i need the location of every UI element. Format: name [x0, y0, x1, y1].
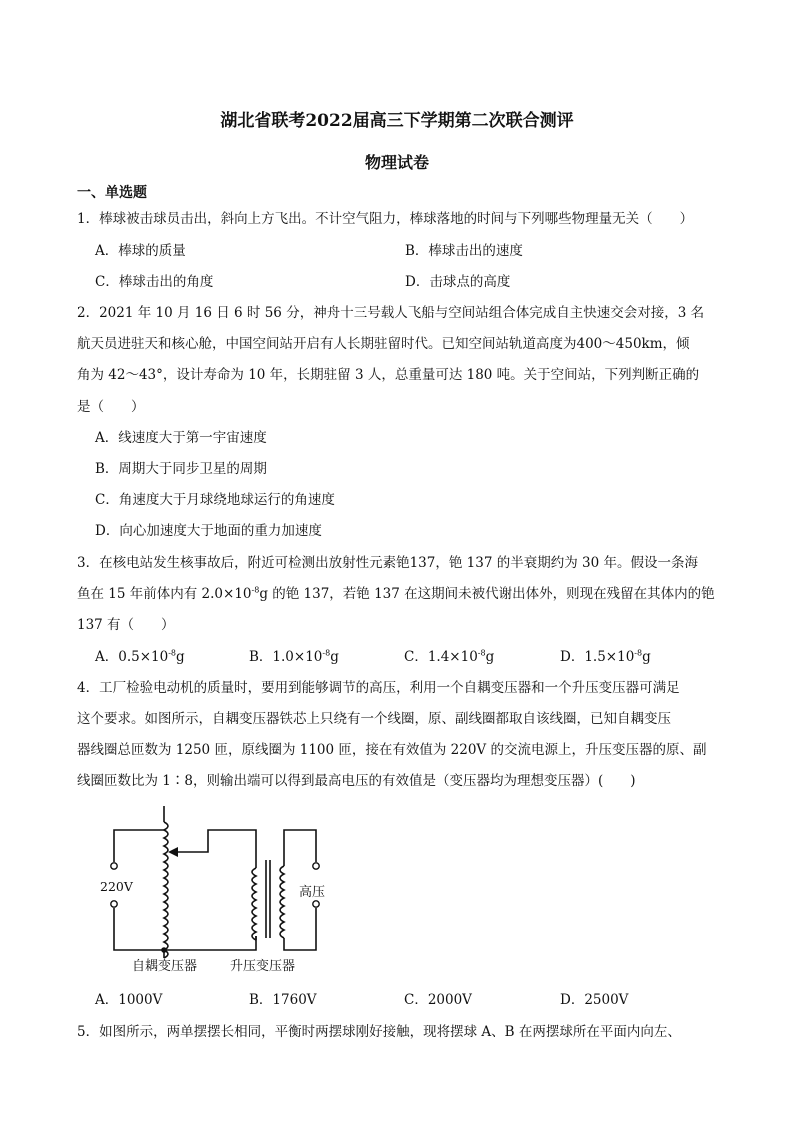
question-4-option-a: A．1000V	[95, 992, 163, 1008]
slider-arrow-icon	[168, 847, 178, 857]
exam-title: 湖北省联考2022届高三下学期第二次联合测评	[220, 111, 574, 131]
question-1-option-b: B．棒球击出的速度	[405, 243, 523, 259]
output-label: 高压	[299, 885, 326, 900]
option-unit: g	[176, 649, 185, 665]
question-2-line-3: 角为 42～43°，设计寿命为 10 年，长期驻留 3 人，总重量可达 180 吨。关于空间站，下列判断正确的	[77, 367, 700, 383]
question-5-line-1: 5．如图所示，两单摆摆长相同，平衡时两摆球刚好接触，现将摆球 A、B 在两摆球所在平面内向左、	[77, 1024, 681, 1040]
section-heading: 一、单选题	[77, 185, 147, 201]
option-text: C．1.4×10	[404, 649, 478, 665]
question-4-line-4: 线圈匝数比为 1∶8，则输出端可以得到最高电压的有效值是（变压器均为理想变压器）( )	[77, 773, 636, 789]
question-1-option-d: D．击球点的高度	[405, 274, 511, 290]
option-unit: g	[330, 649, 339, 665]
source-voltage-label: 220V	[100, 879, 133, 894]
question-2-option-d: D．向心加速度大于地面的重力加速度	[95, 523, 322, 539]
exponent: -8	[634, 648, 643, 658]
option-text: D．1.5×10	[560, 649, 635, 665]
question-1-option-a: A．棒球的质量	[95, 243, 186, 259]
question-1-option-c: C．棒球击出的角度	[95, 274, 214, 290]
question-3-text: 鱼在 15 年前体内有 2.0×10	[77, 586, 252, 602]
question-3-line-2	[77, 582, 715, 602]
question-1-stem: 1．棒球被击球员击出，斜向上方飞出。不计空气阻力，棒球落地的时间与下列哪些物理量无关（ ）	[77, 211, 694, 227]
exam-subtitle: 物理试卷	[364, 153, 429, 172]
question-4-line-1: 4．工厂检验电动机的质量时，要用到能够调节的高压，利用一个自耦变压器和一个升压变压器可满足	[77, 680, 680, 696]
option-text: B．1.0×10	[249, 649, 323, 665]
question-4-option-b: B．1760V	[249, 992, 317, 1008]
option-unit: g	[485, 649, 495, 665]
auto-transformer-label: 自耦变压器	[132, 959, 198, 974]
step-up-transformer-label: 升压变压器	[230, 959, 296, 974]
exponent: -8	[477, 648, 486, 658]
question-2-option-b: B．周期大于同步卫星的周期	[95, 461, 267, 477]
transformer-circuit-diagram	[90, 800, 350, 980]
question-4-line-2: 这个要求。如图所示，自耦变压器铁芯上只绕有一个线圈，原、副线圈都取自该线圈，已知自耦变压	[77, 711, 671, 727]
question-3-option-a	[95, 645, 185, 665]
question-2-line-1: 2．2021 年 10 月 16 日 6 时 56 分，神舟十三号载人飞船与空间站组合体完成自主快速交会对接，3 名	[77, 305, 705, 321]
question-2-option-c: C．角速度大于月球绕地球运行的角速度	[95, 492, 335, 508]
option-unit: g	[642, 649, 651, 665]
question-3-text: g 的铯 137，若铯 137 在这期间未被代谢出体外，则现在残留在其体内的铯	[259, 586, 715, 602]
exponent: -8	[168, 648, 177, 658]
question-3-option-c	[404, 645, 494, 665]
question-3-option-b	[249, 645, 339, 665]
exponent: -8	[322, 648, 331, 658]
question-4-line-3: 器线圈总匝数为 1250 匝，原线圈为 1100 匝，接在有效值为 220V 的交流电源上，升压变压器的原、副	[77, 742, 707, 758]
question-2-line-4: 是（ ）	[77, 399, 145, 415]
question-3-line-1: 3．在核电站发生核事故后，附近可检测出放射性元素铯137，铯 137 的半衰期约为 30 年。假设一条海	[77, 555, 698, 571]
question-3-option-d	[560, 645, 651, 665]
question-4-option-d: D．2500V	[560, 992, 629, 1008]
question-2-line-2: 航天员进驻天和核心舱，中国空间站开启有人长期驻留时代。已知空间站轨道高度为400～450km，倾	[77, 336, 690, 352]
question-2-option-a: A．线速度大于第一宇宙速度	[95, 430, 267, 446]
exponent: -8	[251, 585, 260, 595]
question-4-option-c: C．2000V	[404, 992, 472, 1008]
option-text: A．0.5×10	[95, 649, 169, 665]
question-3-line-3: 137 有（ ）	[77, 617, 175, 633]
